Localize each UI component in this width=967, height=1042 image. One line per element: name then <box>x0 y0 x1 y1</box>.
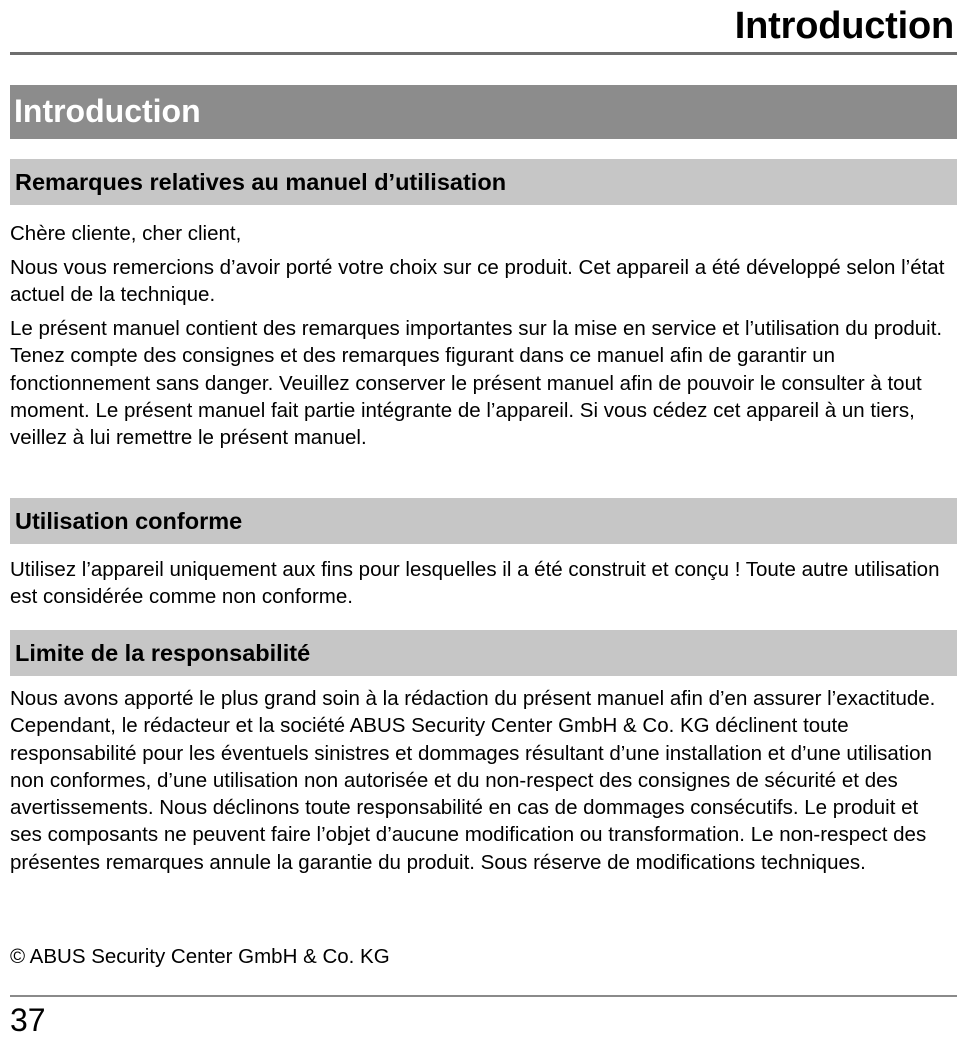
header-divider <box>10 52 957 55</box>
manual-page <box>10 0 957 1042</box>
chapter-banner <box>10 85 957 139</box>
chapter-title: Introduction <box>14 93 201 129</box>
paragraph-intended-use: Utilisez l’appareil uniquement aux fins pour lesquelles il a été construit et conçu ! Toute autre utilisation est considérée comme non conforme. <box>10 558 940 609</box>
page-number: 37 <box>10 1002 46 1038</box>
running-header-title: Introduction <box>734 5 954 47</box>
paragraph-manual-notes: Le présent manuel contient des remarques importantes sur la mise en service et l’utilisation du produit. Tenez compte des consignes et des remarques figurant dans ce manuel afin de garantir un fonctionnement sans danger. Veuillez conserver le présent manuel afin de pouvoir le consulter à tout moment. Le présent manuel fait partie intégrante de l’appareil. Si vous cédez cet appareil à un tiers, veillez à lui remettre le présent manuel. <box>10 317 943 450</box>
paragraph-greeting: Chère cliente, cher client, <box>10 222 242 245</box>
footer-divider <box>10 995 957 997</box>
section-heading-utilisation: Utilisation conforme <box>15 508 243 534</box>
section-heading-responsabilite: Limite de la responsabilité <box>15 640 311 666</box>
paragraph-copyright: © ABUS Security Center GmbH & Co. KG <box>10 945 390 968</box>
section-heading-bar-remarques <box>10 159 957 205</box>
section-heading-remarques: Remarques relatives au manuel d’utilisation <box>15 169 507 195</box>
paragraph-thanks: Nous vous remercions d’avoir porté votre choix sur ce produit. Cet appareil a été développé selon l’état actuel de la technique. <box>10 256 945 307</box>
section-heading-bar-responsabilite <box>10 630 957 676</box>
paragraph-liability: Nous avons apporté le plus grand soin à la rédaction du présent manuel afin d’en assurer l’exactitude. Cependant, le rédacteur et la société ABUS Security Center GmbH & Co. KG déclinent toute responsabilité pour les éventuels sinistres et dommages résultant d’une installation et d’une utilisation non conformes, d’une utilisation non autorisée et du non-respect des consignes de sécurité et des avertissements. Nous déclinons toute responsabilité en cas de dommages consécutifs. Le produit et ses composants ne peuvent faire l’objet d’aucune modification ou transformation. Le non-respect des présentes remarques annule la garantie du produit. Sous réserve de modifications techniques. <box>10 687 936 874</box>
section-heading-bar-utilisation <box>10 498 957 544</box>
